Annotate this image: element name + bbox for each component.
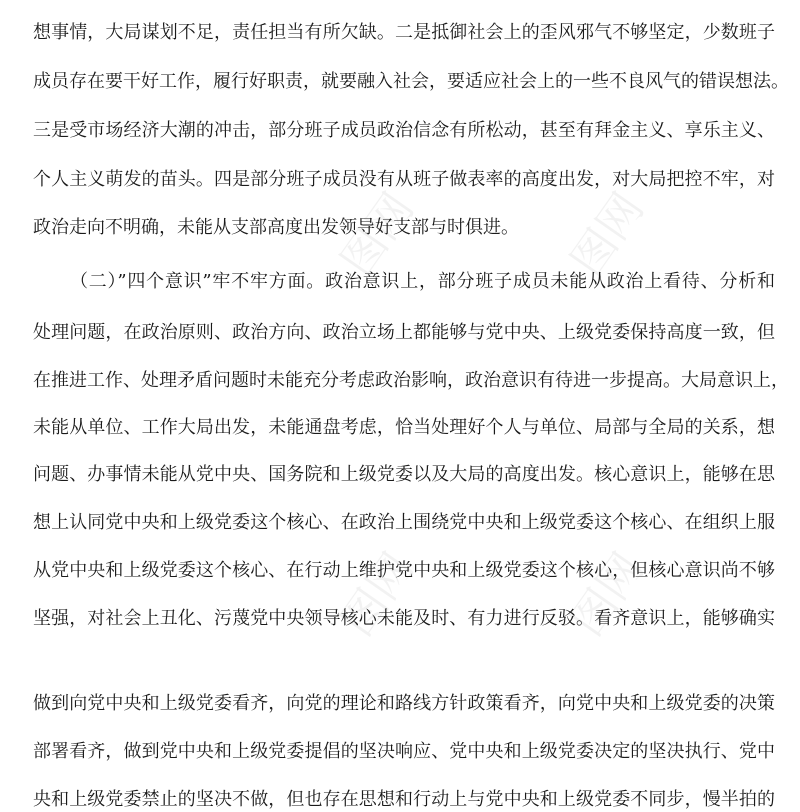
text-line: 央和上级党委禁止的坚决不做，但也存在思想和行动上与党中央和上级党委不同步，慢半拍的 — [33, 789, 775, 810]
text-line: 三是受市场经济大潮的冲击，部分班子成员政治信念有所松动，甚至有拜金主义、享乐主义、 — [33, 120, 775, 141]
text-line: 处理问题，在政治原则、政治方向、政治立场上都能够与党中央、上级党委保持高度一致，但 — [33, 322, 775, 343]
text-line: 问题、办事情未能从党中央、国务院和上级党委以及大局的高度出发。核心意识上，能够在思 — [33, 464, 775, 485]
watermark-text: 图网 — [561, 543, 654, 646]
watermark-text: 图网 — [331, 183, 424, 286]
watermark-text: 图网 — [331, 543, 424, 646]
text-line: 做到向党中央和上级党委看齐，向党的理论和路线方针政策看齐，向党中央和上级党委的决策 — [33, 693, 775, 714]
text-line: 个人主义萌发的苗头。四是部分班子成员没有从班子做表率的高度出发，对大局把控不牢，对 — [33, 169, 775, 190]
paragraph-heading-line: （二）”四个意识”牢不牢方面。政治意识上，部分班子成员未能从政治上看待、分析和 — [70, 271, 775, 292]
text-line: 部署看齐，做到党中央和上级党委提倡的坚决响应、党中央和上级党委决定的坚决执行、党中 — [33, 741, 775, 762]
text-line: 未能从单位、工作大局出发，未能通盘考虑，恰当处理好个人与单位、局部与全局的关系，想 — [33, 417, 775, 438]
watermark-text: 图网 — [561, 183, 654, 286]
text-line: 政治走向不明确，未能从支部高度出发领导好支部与时俱进。 — [33, 217, 519, 238]
text-line: 想上认同党中央和上级党委这个核心、在政治上围绕党中央和上级党委这个核心、在组织上服 — [33, 512, 775, 533]
text-line: 坚强，对社会上丑化、污蔑党中央领导核心未能及时、有力进行反驳。看齐意识上，能够确实 — [33, 608, 775, 629]
text-line: 成员存在要干好工作，履行好职责，就要融入社会，要适应社会上的一些不良风气的错误想法。 — [33, 71, 789, 92]
text-line: 在推进工作、处理矛盾问题时未能充分考虑政治影响，政治意识有待进一步提高。大局意识上， — [33, 370, 789, 391]
text-line: 从党中央和上级党委这个核心、在行动上维护党中央和上级党委这个核心，但核心意识尚不够 — [33, 560, 775, 581]
text-line: 想事情，大局谋划不足，责任担当有所欠缺。二是抵御社会上的歪风邪气不够坚定，少数班子 — [33, 22, 775, 43]
